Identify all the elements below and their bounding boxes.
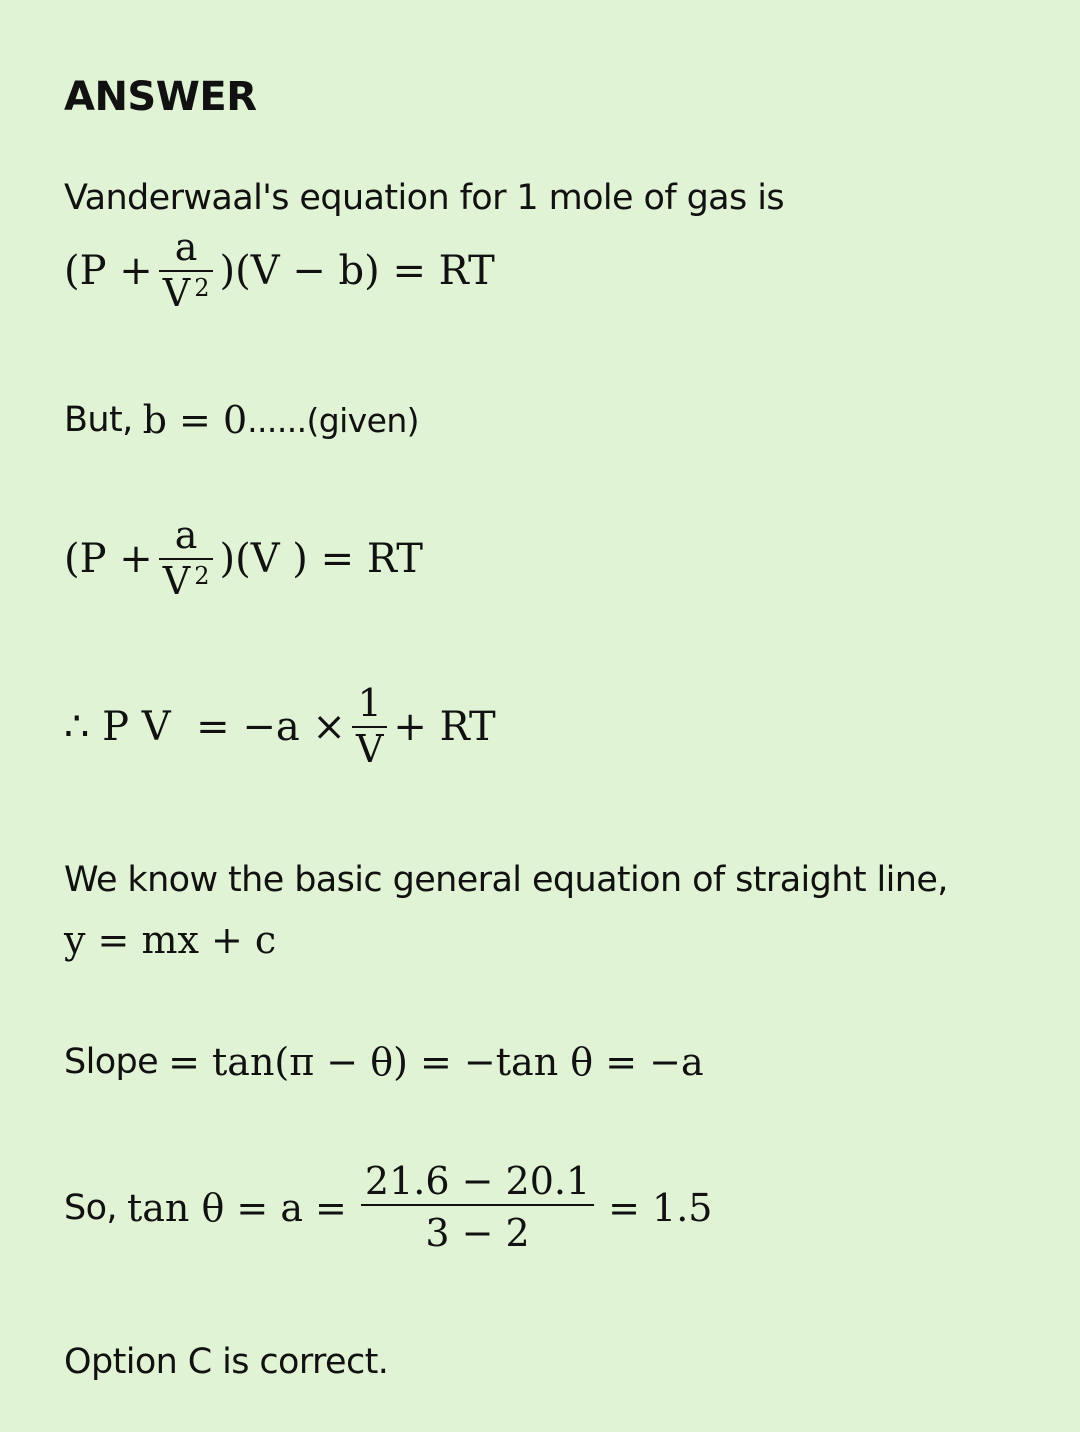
so-prefix: So, <box>64 1187 117 1228</box>
eq3-rhs: + RT <box>393 703 496 750</box>
reduced-equation <box>64 513 423 603</box>
given-condition <box>64 398 419 442</box>
conclusion-text: Option C is correct. <box>64 1342 389 1382</box>
so-frac-den: 3 − 2 <box>425 1210 530 1255</box>
eq2-frac-den: V $^2$ <box>162 558 210 603</box>
straight-line-text: We know the basic general equation of straight line, <box>64 860 948 900</box>
straight-line-equation: y = mx + c <box>64 918 277 962</box>
slope-line <box>64 1040 704 1084</box>
eq2-frac-num: a <box>174 513 198 557</box>
eq1-fraction <box>159 225 214 315</box>
exponent: 2 <box>194 561 210 590</box>
final-calculation <box>64 1159 713 1255</box>
eq1-lhs: (P + <box>64 247 153 294</box>
given-prefix: But, <box>64 400 133 440</box>
eq3-fraction <box>352 681 387 771</box>
eq1-frac-num: a <box>174 225 198 269</box>
eq1-rest: )(V − b) = RT <box>219 247 495 294</box>
so-rhs: = 1.5 <box>608 1185 713 1230</box>
exponent: 2 <box>194 273 210 302</box>
so-fraction <box>361 1159 594 1255</box>
eq2-fraction <box>159 513 214 603</box>
slope-math: = tan(π − θ) = −tan θ = −a <box>168 1040 704 1084</box>
intro-text: Vanderwaal's equation for 1 mole of gas is <box>64 178 784 218</box>
given-suffix: ......(given) <box>247 400 419 440</box>
slope-label: Slope <box>64 1042 159 1082</box>
eq3-lhs: ∴ P V = −a × <box>64 703 346 750</box>
linear-form-equation <box>64 681 496 771</box>
eq3-frac-num: 1 <box>357 681 382 725</box>
answer-heading: ANSWER <box>64 74 257 120</box>
so-frac-num: 21.6 − 20.1 <box>364 1159 591 1203</box>
eq3-frac-den: V <box>355 726 384 771</box>
given-math: b = 0 <box>142 398 248 442</box>
eq1-frac-den: V $^2$ <box>162 270 210 315</box>
vanderwaals-equation <box>64 225 495 315</box>
eq2-rest: )(V ) = RT <box>219 535 423 582</box>
so-lhs: tan θ = a = <box>126 1185 347 1230</box>
eq2-lhs: (P + <box>64 535 153 582</box>
